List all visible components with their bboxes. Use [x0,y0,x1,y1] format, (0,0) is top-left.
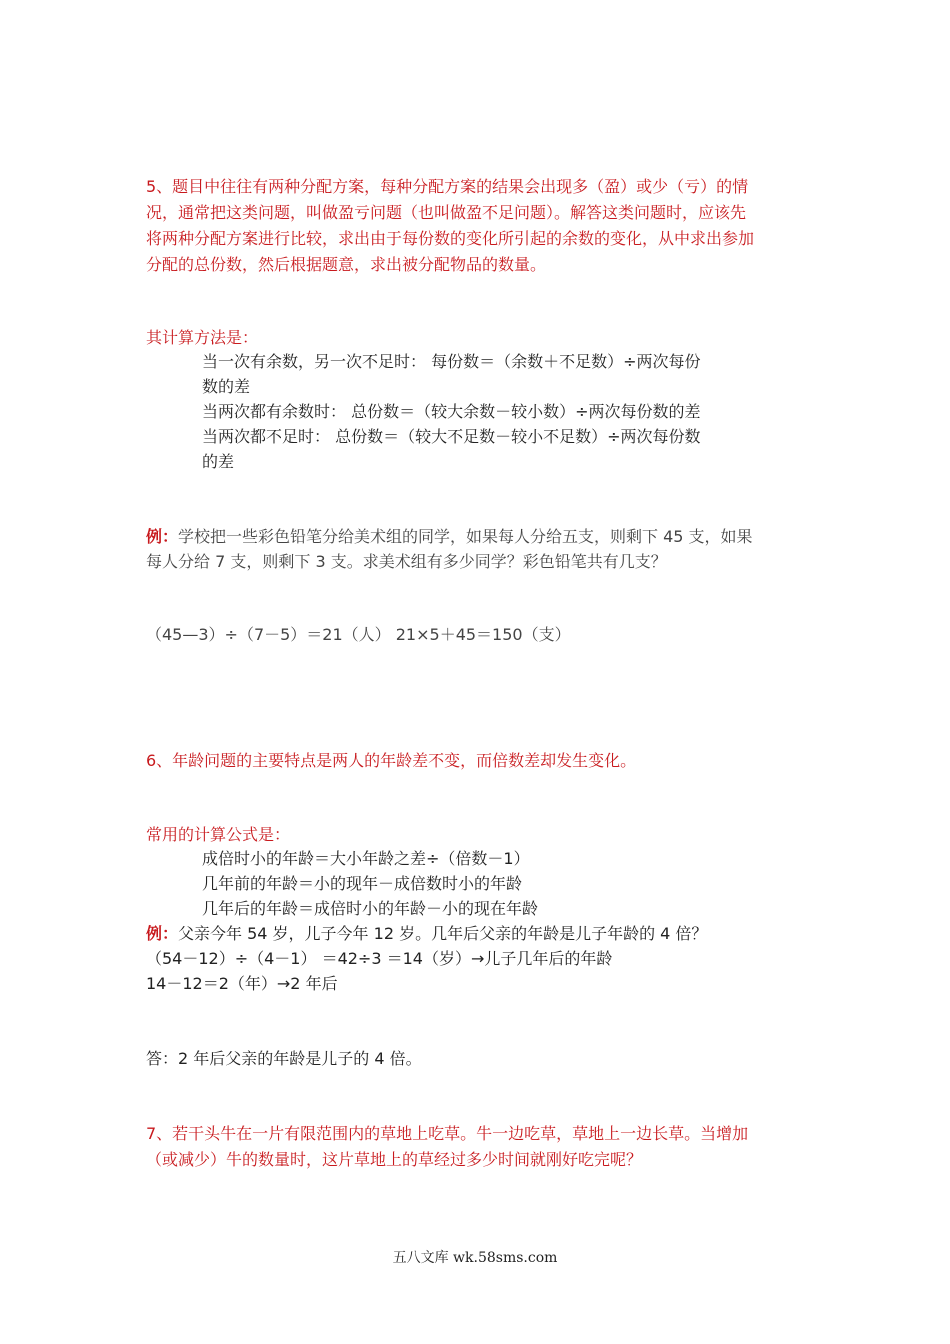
method-line-1: 当一次有余数，另一次不足时： 每份数＝（余数＋不足数）÷两次每份 [202,352,701,371]
formula-line-1: 成倍时小的年龄＝大小年龄之差÷（倍数－1） [202,849,530,868]
formula-title: 常用的计算公式是： [146,825,291,844]
example-5-line-1 [146,525,753,549]
section7-line-2: （或减少）牛的数量时，这片草地上的草经过多少时间就刚好吃完呢？ [146,1150,643,1169]
section6-heading: 6、年龄问题的主要特点是两人的年龄差不变，而倍数差却发生变化。 [146,751,637,770]
section5-line-3: 将两种分配方案进行比较，求出由于每份数的变化所引起的余数的变化，从中求出参加 [146,229,755,248]
calc-line-1: （54－12）÷（4－1） ＝42÷3 ＝14（岁）→儿子几年后的年龄 [146,949,613,968]
method-title: 其计算方法是： [146,328,259,347]
example-text: 父亲今年 54 岁，儿子今年 12 岁。几年后父亲的年龄是儿子年龄的 4 倍？ [178,924,708,943]
method-line-3: 当两次都有余数时： 总份数＝（较大余数－较小数）÷两次每份数的差 [202,402,701,421]
footer-watermark: 五八文库 wk.58sms.com [392,1250,558,1266]
example-label: 例： [146,924,179,943]
method-line-5: 的差 [202,452,235,471]
section5-line-4: 分配的总份数，然后根据题意，求出被分配物品的数量。 [146,255,547,274]
formula-line-3: 几年后的年龄＝成倍时小的年龄－小的现在年龄 [202,899,539,918]
example-text: 学校把一些彩色铅笔分给美术组的同学，如果每人分给五支，则剩下 45 支，如果 [178,527,753,546]
calc-line-2: 14－12＝2（年）→2 年后 [146,974,338,993]
example-label: 例： [146,527,179,546]
formula-line-2: 几年前的年龄＝小的现年－成倍数时小的年龄 [202,874,523,893]
solution-5: （45—3）÷（7－5）＝21（人） 21×5＋45＝150（支） [146,625,571,644]
section7-line-1: 7、若干头牛在一片有限范围内的草地上吃草。牛一边吃草，草地上一边长草。当增加 [146,1124,749,1143]
answer-6: 答：2 年后父亲的年龄是儿子的 4 倍。 [146,1049,422,1068]
method-line-4: 当两次都不足时： 总份数＝（较大不足数－较小不足数）÷两次每份数 [202,427,701,446]
example-6 [146,922,707,946]
section5-line-1: 5、题目中往往有两种分配方案，每种分配方案的结果会出现多（盈）或少（亏）的情 [146,177,749,196]
section5-line-2: 况，通常把这类问题，叫做盈亏问题（也叫做盈不足问题）。解答这类问题时，应该先 [146,203,747,222]
example-5-line-2: 每人分给 7 支，则剩下 3 支。求美术组有多少同学？彩色铅笔共有几支？ [146,552,667,571]
method-line-2: 数的差 [202,377,251,396]
